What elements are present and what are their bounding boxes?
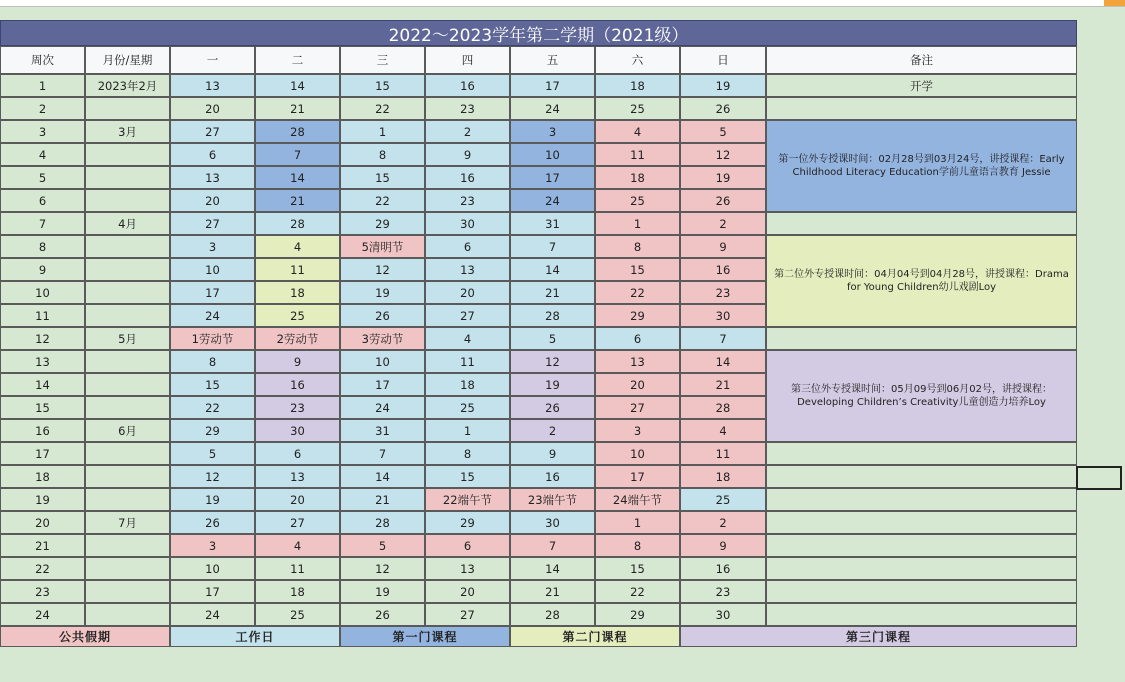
day-cell[interactable]: 28: [510, 603, 595, 626]
week-number-cell[interactable]: 22: [0, 557, 85, 580]
day-cell[interactable]: 6: [170, 143, 255, 166]
remark-course-1[interactable]: 第一位外专授课时间：02月28号到03月24号，讲授课程：Early Childhood Literacy Education学前儿童语言教育 Jessie: [766, 120, 1077, 212]
day-cell[interactable]: 30: [255, 419, 340, 442]
day-cell[interactable]: 22: [595, 580, 680, 603]
day-cell[interactable]: 17: [170, 281, 255, 304]
day-cell[interactable]: 29: [425, 511, 510, 534]
day-cell[interactable]: 31: [510, 212, 595, 235]
day-cell[interactable]: 24: [510, 189, 595, 212]
day-cell[interactable]: 23: [680, 281, 766, 304]
day-cell[interactable]: 23: [680, 580, 766, 603]
month-cell[interactable]: [85, 373, 170, 396]
day-cell[interactable]: 5: [510, 327, 595, 350]
day-cell[interactable]: 26: [680, 97, 766, 120]
day-cell[interactable]: 17: [595, 465, 680, 488]
day-cell[interactable]: 24端午节: [595, 488, 680, 511]
day-cell[interactable]: 9: [680, 534, 766, 557]
week-number-cell[interactable]: 23: [0, 580, 85, 603]
remark-start-of-term[interactable]: 开学: [766, 74, 1077, 97]
day-cell[interactable]: 18: [680, 465, 766, 488]
day-cell[interactable]: 14: [510, 557, 595, 580]
day-cell[interactable]: 9: [510, 442, 595, 465]
day-cell[interactable]: 11: [595, 143, 680, 166]
day-cell[interactable]: 17: [170, 580, 255, 603]
week-number-cell[interactable]: 10: [0, 281, 85, 304]
day-cell[interactable]: 28: [680, 396, 766, 419]
day-cell[interactable]: 25: [255, 603, 340, 626]
day-cell[interactable]: 16: [680, 557, 766, 580]
month-cell[interactable]: [85, 557, 170, 580]
day-cell[interactable]: 5清明节: [340, 235, 425, 258]
day-cell[interactable]: 14: [680, 350, 766, 373]
day-cell[interactable]: 26: [170, 511, 255, 534]
day-cell[interactable]: 21: [255, 97, 340, 120]
day-cell[interactable]: 25: [595, 189, 680, 212]
day-cell[interactable]: 22: [340, 189, 425, 212]
day-cell[interactable]: 20: [595, 373, 680, 396]
month-cell[interactable]: [85, 97, 170, 120]
remark-course-2[interactable]: 第二位外专授课时间：04月04号到04月28号，讲授课程：Drama for Young Children幼儿戏剧Loy: [766, 235, 1077, 327]
day-cell[interactable]: 13: [255, 465, 340, 488]
month-cell[interactable]: [85, 488, 170, 511]
day-cell[interactable]: 8: [425, 442, 510, 465]
day-cell[interactable]: 19: [170, 488, 255, 511]
day-cell[interactable]: 28: [255, 120, 340, 143]
day-cell[interactable]: 24: [510, 97, 595, 120]
remark-empty[interactable]: [766, 557, 1077, 580]
day-cell[interactable]: 16: [425, 74, 510, 97]
remark-empty[interactable]: [766, 212, 1077, 235]
week-number-cell[interactable]: 21: [0, 534, 85, 557]
day-cell[interactable]: 16: [680, 258, 766, 281]
day-cell[interactable]: 1: [595, 212, 680, 235]
day-cell[interactable]: 29: [595, 304, 680, 327]
month-cell[interactable]: 5月: [85, 327, 170, 350]
day-cell[interactable]: 3: [170, 235, 255, 258]
day-cell[interactable]: 16: [255, 373, 340, 396]
day-cell[interactable]: 15: [595, 258, 680, 281]
week-number-cell[interactable]: 20: [0, 511, 85, 534]
day-cell[interactable]: 25: [680, 488, 766, 511]
day-cell[interactable]: 13: [170, 166, 255, 189]
week-number-cell[interactable]: 16: [0, 419, 85, 442]
day-cell[interactable]: 15: [340, 166, 425, 189]
day-cell[interactable]: 10: [170, 557, 255, 580]
day-cell[interactable]: 30: [680, 603, 766, 626]
day-cell[interactable]: 26: [680, 189, 766, 212]
day-cell[interactable]: 15: [425, 465, 510, 488]
day-cell[interactable]: 23: [425, 97, 510, 120]
day-cell[interactable]: 10: [340, 350, 425, 373]
day-cell[interactable]: 4: [255, 534, 340, 557]
remark-empty[interactable]: [766, 488, 1077, 511]
day-cell[interactable]: 18: [595, 74, 680, 97]
legend-course-2[interactable]: 第二门课程: [510, 626, 680, 647]
day-cell[interactable]: 12: [170, 465, 255, 488]
day-cell[interactable]: 12: [510, 350, 595, 373]
day-cell[interactable]: 23: [255, 396, 340, 419]
day-cell[interactable]: 26: [340, 304, 425, 327]
day-cell[interactable]: 12: [680, 143, 766, 166]
week-number-cell[interactable]: 7: [0, 212, 85, 235]
day-cell[interactable]: 28: [255, 212, 340, 235]
header-cell[interactable]: 一: [170, 46, 255, 74]
week-number-cell[interactable]: 6: [0, 189, 85, 212]
header-cell[interactable]: 月份/星期: [85, 46, 170, 74]
header-cell[interactable]: 五: [510, 46, 595, 74]
day-cell[interactable]: 19: [340, 580, 425, 603]
day-cell[interactable]: 27: [425, 304, 510, 327]
day-cell[interactable]: 20: [170, 97, 255, 120]
day-cell[interactable]: 19: [510, 373, 595, 396]
legend-course-3[interactable]: 第三门课程: [680, 626, 1077, 647]
day-cell[interactable]: 12: [340, 557, 425, 580]
day-cell[interactable]: 7: [510, 235, 595, 258]
day-cell[interactable]: 26: [510, 396, 595, 419]
day-cell[interactable]: 7: [510, 534, 595, 557]
month-cell[interactable]: 6月: [85, 419, 170, 442]
day-cell[interactable]: 21: [510, 580, 595, 603]
week-number-cell[interactable]: 24: [0, 603, 85, 626]
day-cell[interactable]: 8: [595, 235, 680, 258]
week-number-cell[interactable]: 1: [0, 74, 85, 97]
day-cell[interactable]: 18: [255, 281, 340, 304]
day-cell[interactable]: 18: [255, 580, 340, 603]
day-cell[interactable]: 23: [425, 189, 510, 212]
day-cell[interactable]: 28: [510, 304, 595, 327]
day-cell[interactable]: 5: [340, 534, 425, 557]
remark-empty[interactable]: [766, 465, 1077, 488]
day-cell[interactable]: 21: [255, 189, 340, 212]
week-number-cell[interactable]: 11: [0, 304, 85, 327]
day-cell[interactable]: 27: [255, 511, 340, 534]
remark-empty[interactable]: [766, 97, 1077, 120]
day-cell[interactable]: 28: [340, 511, 425, 534]
day-cell[interactable]: 16: [425, 166, 510, 189]
day-cell[interactable]: 6: [425, 534, 510, 557]
day-cell[interactable]: 18: [595, 166, 680, 189]
day-cell[interactable]: 3: [170, 534, 255, 557]
day-cell[interactable]: 22: [340, 97, 425, 120]
day-cell[interactable]: 14: [510, 258, 595, 281]
day-cell[interactable]: 19: [680, 166, 766, 189]
month-cell[interactable]: 4月: [85, 212, 170, 235]
header-cell[interactable]: 四: [425, 46, 510, 74]
month-cell[interactable]: 7月: [85, 511, 170, 534]
header-cell[interactable]: 日: [680, 46, 766, 74]
day-cell[interactable]: 30: [425, 212, 510, 235]
day-cell[interactable]: 13: [170, 74, 255, 97]
week-number-cell[interactable]: 18: [0, 465, 85, 488]
week-number-cell[interactable]: 9: [0, 258, 85, 281]
day-cell[interactable]: 6: [255, 442, 340, 465]
day-cell[interactable]: 24: [340, 396, 425, 419]
day-cell[interactable]: 10: [595, 442, 680, 465]
day-cell[interactable]: 8: [595, 534, 680, 557]
day-cell[interactable]: 7: [255, 143, 340, 166]
remark-course-3[interactable]: 第三位外专授课时间：05月09号到06月02号，讲授课程：Developing Children’s Creativity儿童创造力培养Loy: [766, 350, 1077, 442]
day-cell[interactable]: 29: [340, 212, 425, 235]
day-cell[interactable]: 16: [510, 465, 595, 488]
day-cell[interactable]: 7: [340, 442, 425, 465]
selected-column-marker: [1104, 0, 1125, 6]
day-cell[interactable]: 3: [510, 120, 595, 143]
sheet-title[interactable]: 2022～2023学年第二学期（2021级）: [0, 20, 1077, 46]
header-cell[interactable]: 周次: [0, 46, 85, 74]
day-cell[interactable]: 21: [680, 373, 766, 396]
day-cell[interactable]: 9: [425, 143, 510, 166]
day-cell[interactable]: 20: [170, 189, 255, 212]
day-cell[interactable]: 5: [680, 120, 766, 143]
day-cell[interactable]: 10: [170, 258, 255, 281]
day-cell[interactable]: 27: [170, 120, 255, 143]
week-number-cell[interactable]: 14: [0, 373, 85, 396]
day-cell[interactable]: 13: [425, 258, 510, 281]
day-cell[interactable]: 1: [425, 419, 510, 442]
remark-empty[interactable]: [766, 511, 1077, 534]
day-cell[interactable]: 25: [425, 396, 510, 419]
month-cell[interactable]: [85, 603, 170, 626]
day-cell[interactable]: 29: [170, 419, 255, 442]
month-cell[interactable]: 3月: [85, 120, 170, 143]
day-cell[interactable]: 27: [595, 396, 680, 419]
day-cell[interactable]: 2: [425, 120, 510, 143]
week-number-cell[interactable]: 13: [0, 350, 85, 373]
remark-empty[interactable]: [766, 442, 1077, 465]
month-cell[interactable]: [85, 396, 170, 419]
day-cell[interactable]: 8: [170, 350, 255, 373]
day-cell[interactable]: 12: [340, 258, 425, 281]
week-number-cell[interactable]: 12: [0, 327, 85, 350]
day-cell[interactable]: 11: [680, 442, 766, 465]
day-cell[interactable]: 14: [255, 74, 340, 97]
day-cell[interactable]: 20: [425, 281, 510, 304]
day-cell[interactable]: 4: [680, 419, 766, 442]
header-cell[interactable]: 备注: [766, 46, 1077, 74]
month-cell[interactable]: [85, 281, 170, 304]
day-cell[interactable]: 17: [510, 74, 595, 97]
month-cell[interactable]: [85, 465, 170, 488]
day-cell[interactable]: 19: [680, 74, 766, 97]
day-cell[interactable]: 1: [340, 120, 425, 143]
month-cell[interactable]: [85, 143, 170, 166]
header-cell[interactable]: 六: [595, 46, 680, 74]
day-cell[interactable]: 8: [340, 143, 425, 166]
day-cell[interactable]: 3劳动节: [340, 327, 425, 350]
week-number-cell[interactable]: 19: [0, 488, 85, 511]
day-cell[interactable]: 24: [170, 304, 255, 327]
week-number-cell[interactable]: 5: [0, 166, 85, 189]
day-cell[interactable]: 27: [425, 603, 510, 626]
day-cell[interactable]: 26: [340, 603, 425, 626]
remark-empty[interactable]: [766, 580, 1077, 603]
day-cell[interactable]: 20: [255, 488, 340, 511]
week-number-cell[interactable]: 4: [0, 143, 85, 166]
day-cell[interactable]: 14: [255, 166, 340, 189]
day-cell[interactable]: 5: [170, 442, 255, 465]
month-cell[interactable]: [85, 304, 170, 327]
header-cell[interactable]: 二: [255, 46, 340, 74]
month-cell[interactable]: [85, 235, 170, 258]
day-cell[interactable]: 30: [510, 511, 595, 534]
day-cell[interactable]: 2劳动节: [255, 327, 340, 350]
remark-empty[interactable]: [766, 603, 1077, 626]
day-cell[interactable]: 7: [680, 327, 766, 350]
day-cell[interactable]: 21: [510, 281, 595, 304]
header-cell[interactable]: 三: [340, 46, 425, 74]
week-number-cell[interactable]: 2: [0, 97, 85, 120]
remark-empty[interactable]: [766, 534, 1077, 557]
day-cell[interactable]: 19: [340, 281, 425, 304]
month-cell[interactable]: [85, 580, 170, 603]
day-cell[interactable]: 11: [425, 350, 510, 373]
day-cell[interactable]: 20: [425, 580, 510, 603]
week-number-cell[interactable]: 15: [0, 396, 85, 419]
day-cell[interactable]: 22端午节: [425, 488, 510, 511]
legend-course-1[interactable]: 第一门课程: [340, 626, 510, 647]
day-cell[interactable]: 3: [595, 419, 680, 442]
day-cell[interactable]: 24: [170, 603, 255, 626]
month-cell[interactable]: [85, 350, 170, 373]
month-cell[interactable]: 2023年2月: [85, 74, 170, 97]
remark-empty[interactable]: [766, 327, 1077, 350]
month-cell[interactable]: [85, 258, 170, 281]
day-cell[interactable]: 17: [340, 373, 425, 396]
day-cell[interactable]: 30: [680, 304, 766, 327]
day-cell[interactable]: 9: [255, 350, 340, 373]
day-cell[interactable]: 2: [680, 212, 766, 235]
day-cell[interactable]: 4: [595, 120, 680, 143]
day-cell[interactable]: 13: [425, 557, 510, 580]
day-cell[interactable]: 23端午节: [510, 488, 595, 511]
week-number-cell[interactable]: 17: [0, 442, 85, 465]
day-cell[interactable]: 10: [510, 143, 595, 166]
day-cell[interactable]: 11: [255, 258, 340, 281]
day-cell[interactable]: 9: [680, 235, 766, 258]
legend-workday[interactable]: 工作日: [170, 626, 340, 647]
week-number-cell[interactable]: 8: [0, 235, 85, 258]
day-cell[interactable]: 17: [510, 166, 595, 189]
month-cell[interactable]: [85, 534, 170, 557]
day-cell[interactable]: 2: [680, 511, 766, 534]
month-cell[interactable]: [85, 189, 170, 212]
day-cell[interactable]: 25: [595, 97, 680, 120]
day-cell[interactable]: 1劳动节: [170, 327, 255, 350]
day-cell[interactable]: 18: [425, 373, 510, 396]
day-cell[interactable]: 29: [595, 603, 680, 626]
day-cell[interactable]: 15: [340, 74, 425, 97]
day-cell[interactable]: 25: [255, 304, 340, 327]
day-cell[interactable]: 11: [255, 557, 340, 580]
day-cell[interactable]: 22: [595, 281, 680, 304]
month-cell[interactable]: [85, 442, 170, 465]
day-cell[interactable]: 15: [595, 557, 680, 580]
day-cell[interactable]: 15: [170, 373, 255, 396]
active-cell-selection[interactable]: [1076, 466, 1122, 490]
day-cell[interactable]: 21: [340, 488, 425, 511]
week-number-cell[interactable]: 3: [0, 120, 85, 143]
day-cell[interactable]: 31: [340, 419, 425, 442]
month-cell[interactable]: [85, 166, 170, 189]
day-cell[interactable]: 27: [170, 212, 255, 235]
day-cell[interactable]: 6: [425, 235, 510, 258]
day-cell[interactable]: 2: [510, 419, 595, 442]
day-cell[interactable]: 4: [255, 235, 340, 258]
legend-public-holiday[interactable]: 公共假期: [0, 626, 170, 647]
day-cell[interactable]: 13: [595, 350, 680, 373]
day-cell[interactable]: 6: [595, 327, 680, 350]
day-cell[interactable]: 14: [340, 465, 425, 488]
day-cell[interactable]: 4: [425, 327, 510, 350]
day-cell[interactable]: 1: [595, 511, 680, 534]
top-column-strip: [0, 0, 1125, 7]
day-cell[interactable]: 22: [170, 396, 255, 419]
